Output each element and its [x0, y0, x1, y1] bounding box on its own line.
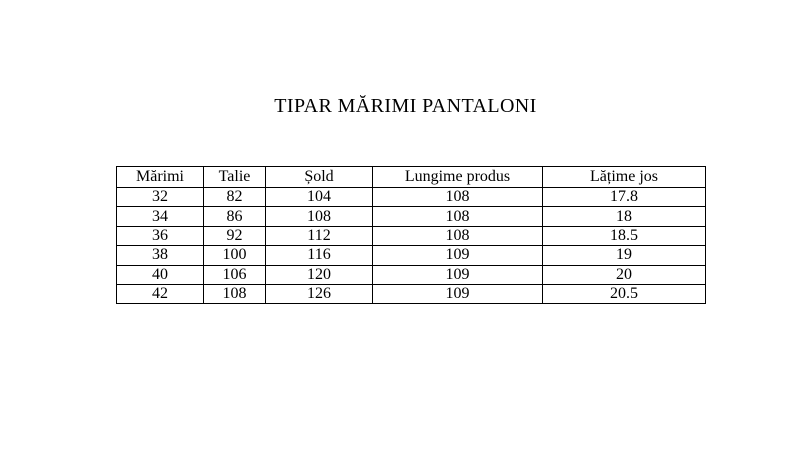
column-header-lungime-produs: Lungime produs — [373, 167, 543, 188]
table-cell: 108 — [373, 226, 543, 245]
table-row — [117, 265, 706, 284]
table-cell: 19 — [543, 246, 706, 265]
table-cell: 109 — [373, 284, 543, 303]
table-cell: 20 — [543, 265, 706, 284]
table-cell: 20.5 — [543, 284, 706, 303]
table-cell: 38 — [117, 246, 204, 265]
size-chart-table — [116, 166, 706, 304]
table-cell: 108 — [204, 284, 266, 303]
table-cell: 108 — [373, 207, 543, 226]
table-cell: 108 — [373, 188, 543, 207]
table-row — [117, 226, 706, 245]
table-cell: 34 — [117, 207, 204, 226]
table-cell: 17.8 — [543, 188, 706, 207]
table-cell: 106 — [204, 265, 266, 284]
table-cell: 120 — [266, 265, 373, 284]
table-cell: 100 — [204, 246, 266, 265]
table-cell: 18.5 — [543, 226, 706, 245]
table-cell: 104 — [266, 188, 373, 207]
table-row — [117, 284, 706, 303]
table-cell: 32 — [117, 188, 204, 207]
column-header-talie: Talie — [204, 167, 266, 188]
column-header-marimi: Mărimi — [117, 167, 204, 188]
column-header-sold: Șold — [266, 167, 373, 188]
column-header-latime-jos: Lățime jos — [543, 167, 706, 188]
table-cell: 109 — [373, 265, 543, 284]
table-row — [117, 188, 706, 207]
table-cell: 92 — [204, 226, 266, 245]
table-row — [117, 246, 706, 265]
table-header-row — [117, 167, 706, 188]
table-cell: 42 — [117, 284, 204, 303]
table-cell: 108 — [266, 207, 373, 226]
table-cell: 86 — [204, 207, 266, 226]
table-cell: 36 — [117, 226, 204, 245]
page-title: TIPAR MĂRIMI PANTALONI — [274, 95, 537, 117]
table-cell: 18 — [543, 207, 706, 226]
table-cell: 116 — [266, 246, 373, 265]
table-cell: 126 — [266, 284, 373, 303]
table-body — [117, 188, 706, 304]
table-cell: 82 — [204, 188, 266, 207]
table-row — [117, 207, 706, 226]
table-cell: 109 — [373, 246, 543, 265]
table-cell: 40 — [117, 265, 204, 284]
table-cell: 112 — [266, 226, 373, 245]
